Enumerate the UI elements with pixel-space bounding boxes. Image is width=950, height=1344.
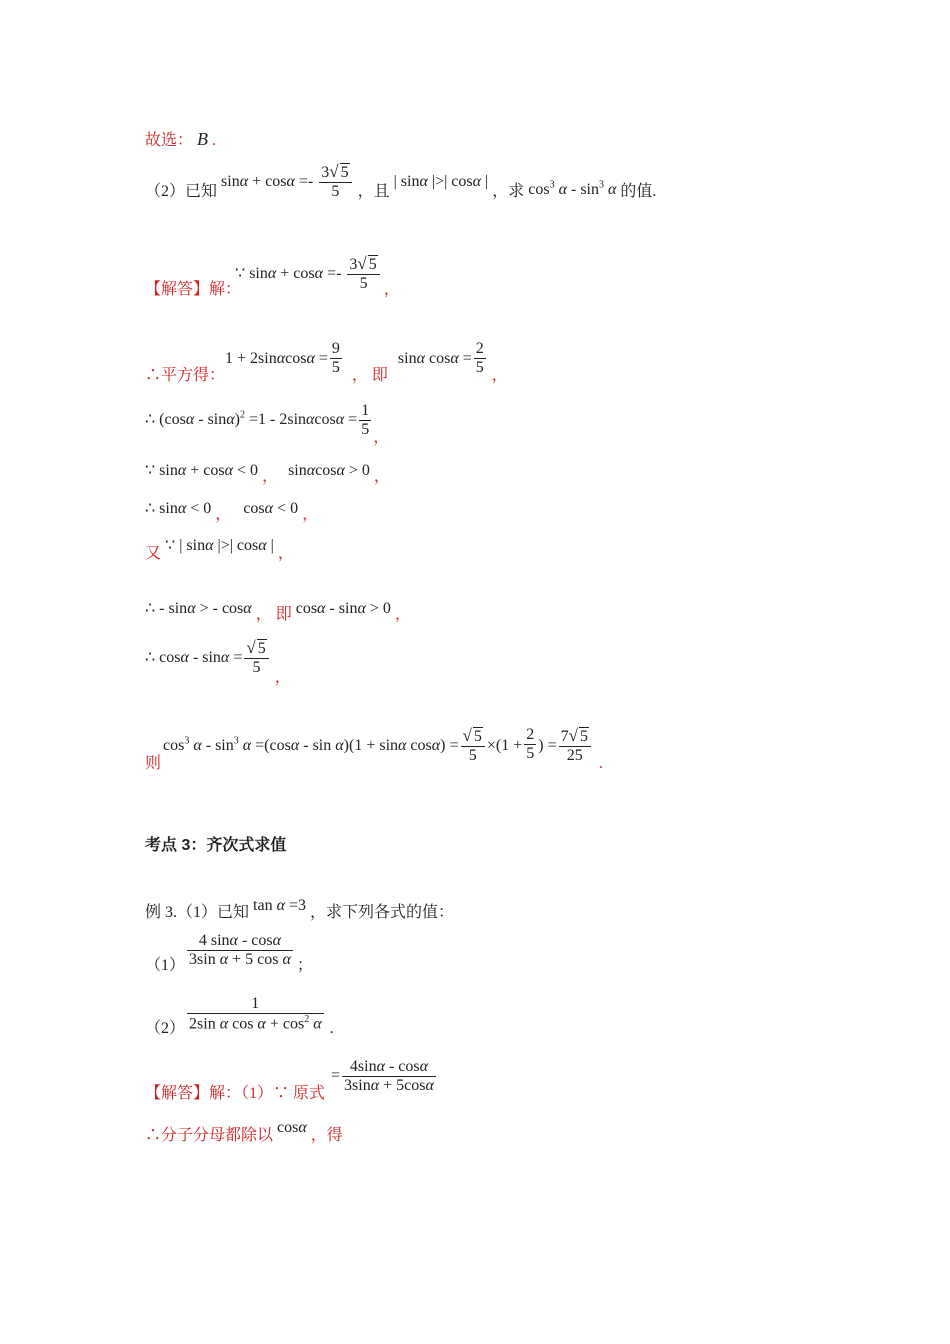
difference-value: ∴ cosα - sinα = $\frac{√ 5}{5}$ xyxy=(145,637,271,654)
sign-line-1-comma-b: ， xyxy=(373,468,390,485)
abs-condition: | sinα |>| cosα | xyxy=(393,173,489,190)
answer-label: 故选： xyxy=(145,132,194,149)
solution-comma: ， xyxy=(383,281,400,298)
problem-2-end: 的值. xyxy=(620,183,657,200)
solution-3-expression: = $\frac{4\sin\alpha - \cos\alpha}{3\sin\alpha + 5\cos\alpha}$ xyxy=(331,1058,434,1095)
abs-end: ， xyxy=(277,545,294,562)
square-line xyxy=(145,340,508,384)
problem-2-and: ，且 xyxy=(357,183,390,200)
result-line xyxy=(145,726,603,772)
sin-negative: ∴ sinα < 0 xyxy=(145,500,212,517)
neg-compare: ∴ - sinα > - cosα xyxy=(145,600,252,617)
problem-2-prefix: （2）已知 xyxy=(145,183,218,200)
abs-inequality: ∵ | sinα |>| cosα | xyxy=(165,537,274,554)
compare-comma-b: ， xyxy=(394,606,411,623)
compare-line xyxy=(145,601,411,623)
sub-2-label: （2） xyxy=(145,1020,186,1037)
compare-ji: 即 xyxy=(275,606,292,623)
sign-line-2-comma-b: ， xyxy=(302,506,319,523)
answer-choice: B xyxy=(197,129,209,149)
sub-question-1 xyxy=(145,932,313,974)
sub-1-end: ； xyxy=(296,957,313,974)
compare-comma-a: ， xyxy=(255,606,272,623)
sign-line-2-comma-a: ， xyxy=(215,506,232,523)
sign-line-2 xyxy=(145,501,318,523)
problem-2-line xyxy=(145,162,657,206)
abs-label: 又 xyxy=(145,545,162,562)
cos-negative: cosα < 0 xyxy=(243,500,299,517)
squared-equation: 1 + 2sinαcosα = $\frac{9}{5}$ xyxy=(225,340,340,377)
divide-suffix: ，得 xyxy=(310,1127,343,1144)
difference-end: ， xyxy=(274,669,291,686)
because-equation: ∵ sinα + cosα =- $\frac{3√ 5}{5}$ xyxy=(235,265,382,282)
sub-2-expression: $\frac{1}{2\sin \alpha \cos \alpha + \cos^2 \alpha}$ xyxy=(189,995,322,1033)
divide-prefix: ∴分子分母都除以 xyxy=(145,1127,274,1144)
section-title: 考点 3：齐次式求值 xyxy=(145,837,287,854)
sign-line-1-comma-a: ， xyxy=(262,468,279,485)
sub-question-2 xyxy=(145,995,334,1037)
answer-dot: . xyxy=(212,132,217,149)
product-equation: sinα cosα = $\frac{2}{5}$ xyxy=(397,340,484,377)
target-expression: $\cos^3 \alpha - \sin^3 \alpha$ xyxy=(528,179,617,198)
diff-positive: cosα - sinα > 0 xyxy=(295,600,391,617)
answer-line xyxy=(145,130,216,149)
solution-3-line xyxy=(145,1058,436,1102)
result-label: 则 xyxy=(145,755,162,772)
solution-label: 【解答】解： xyxy=(145,281,242,298)
product-positive: sinαcosα > 0 xyxy=(288,462,370,479)
given-equation: sinα + cosα =- $\frac{3√ 5}{5}$ xyxy=(221,173,354,190)
solution-3-label: 【解答】解：（1）∵ 原式 xyxy=(145,1085,326,1102)
square-ji: 即 xyxy=(371,367,388,384)
result-end: . xyxy=(598,755,603,772)
divide-line xyxy=(145,1120,343,1144)
difference-line xyxy=(145,638,291,686)
sum-negative: ∵ sinα + cosα < 0 xyxy=(145,462,259,479)
sub-2-end: . xyxy=(329,1020,334,1037)
divide-term: cosα xyxy=(277,1119,307,1136)
sign-line-1 xyxy=(145,463,390,485)
solution-start xyxy=(145,254,400,298)
result-equation: $\cos^3 \alpha - \sin^3 \alpha =(\cos\alpha - \sin \alpha)(1 + \sin\alpha$ cosα) = $\frac{√ 5}{5}$ ×(1 + $\frac{2}{5}$ ) = $\frac{7√ 5}{25}$ xyxy=(163,725,593,742)
sub-1-label: （1） xyxy=(145,957,186,974)
difference-square-equation: ∴ (cosα - sinα)$^2$ =1 - 2sinαcosα = $\frac{1}{5}$ xyxy=(145,402,370,439)
difference-square-line xyxy=(145,402,389,446)
tan-given: tan α =3 xyxy=(253,897,306,914)
difference-square-end: ， xyxy=(373,429,390,446)
problem-2-ask: ，求 xyxy=(492,183,525,200)
square-end: ， xyxy=(491,367,508,384)
example-3-suffix: ，求下列各式的值： xyxy=(310,904,455,921)
example-3-line xyxy=(145,898,454,921)
abs-line xyxy=(145,538,294,562)
sub-1-expression: $\frac{4 \sin\alpha - \cos\alpha}{\text{3sin α + 5 cos α}}$ xyxy=(189,932,291,969)
example-3-prefix: 例 3.（1）已知 xyxy=(145,904,250,921)
square-comma: ， xyxy=(351,367,368,384)
square-label: ∴平方得： xyxy=(145,367,226,384)
